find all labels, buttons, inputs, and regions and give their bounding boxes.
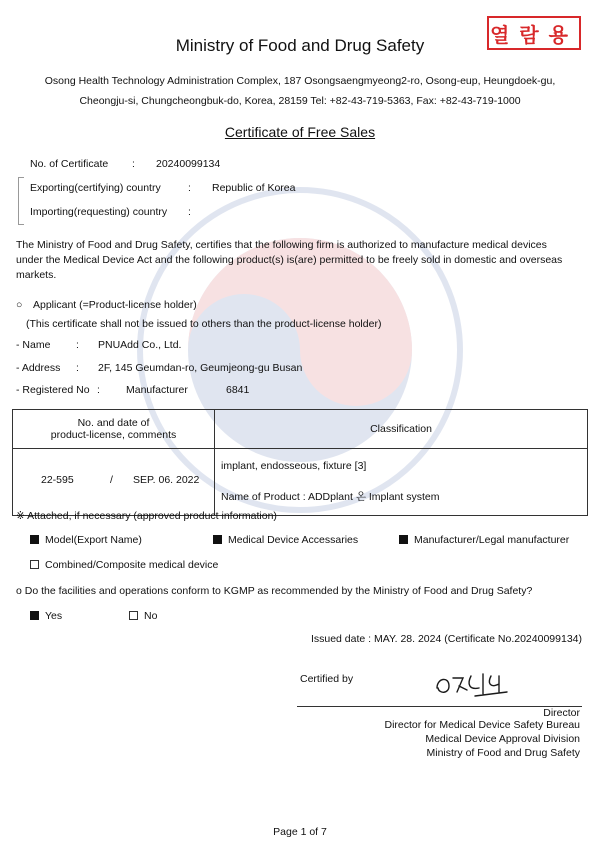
kgmp-yes bbox=[30, 610, 62, 622]
license-date: SEP. 06. 2022 bbox=[133, 474, 200, 486]
checkbox-empty-icon bbox=[30, 560, 39, 569]
checkbox-checked-icon bbox=[213, 535, 222, 544]
classification-header-cell: Classification bbox=[215, 410, 588, 449]
ministry-title: Ministry of Food and Drug Safety bbox=[175, 36, 425, 55]
exporting-country-label: Exporting(certifying) country bbox=[30, 182, 161, 194]
attached-item-label: Manufacturer/Legal manufacturer bbox=[414, 534, 570, 546]
license-slash: / bbox=[110, 474, 113, 486]
handwritten-signature bbox=[433, 666, 513, 700]
license-cell bbox=[13, 449, 215, 516]
attached-item-label: Combined/Composite medical device bbox=[45, 559, 219, 571]
attached-label: ※ Attached, if necessary (approved product information) bbox=[16, 510, 277, 522]
license-classification-table bbox=[12, 409, 588, 516]
certificate-title: Certificate of Free Sales bbox=[224, 124, 376, 140]
page-number: Page 1 of 7 bbox=[273, 826, 327, 838]
registered-no-colon: : bbox=[97, 384, 100, 396]
table-header-row bbox=[13, 410, 588, 449]
applicant-bullet: ○ bbox=[16, 299, 23, 311]
license-no: 22-595 bbox=[41, 474, 74, 486]
address-colon: : bbox=[76, 362, 79, 374]
checkbox-checked-icon bbox=[30, 535, 39, 544]
applicant-label: Applicant (=Product-license holder) bbox=[33, 299, 197, 311]
exporting-country-colon: : bbox=[188, 182, 191, 194]
product-name: Name of Product : ADDplant 온 Implant system bbox=[221, 491, 440, 503]
importing-country-label: Importing(requesting) country bbox=[30, 206, 168, 218]
registered-type: Manufacturer bbox=[126, 384, 188, 396]
license-header-line2: product-license, comments bbox=[50, 429, 177, 441]
name-value: PNUAdd Co., Ltd. bbox=[98, 339, 182, 351]
exporting-country-value: Republic of Korea bbox=[212, 182, 296, 194]
cert-no-label: No. of Certificate bbox=[30, 158, 109, 170]
attached-item-combined bbox=[30, 559, 218, 571]
address-label: - Address bbox=[16, 362, 61, 374]
checkbox-empty-icon bbox=[129, 611, 138, 620]
checkbox-checked-icon bbox=[30, 611, 39, 620]
signature-line bbox=[297, 706, 582, 707]
certification-statement: The Ministry of Food and Drug Safety, certifies that the following firm is authorized to manufacture medical devices under the Medical Device Act and the following product(s) is(are) permitted to be freely sold in domestic and overseas markets. bbox=[16, 239, 563, 281]
kgmp-question: o Do the facilities and operations conform to KGMP as recommended by the Ministry of Food and Drug Safety? bbox=[16, 585, 533, 597]
address-value: 2F, 145 Geumdan-ro, Geumjeong-gu Busan bbox=[98, 362, 303, 374]
address-line-2: Cheongju-si, Chungcheongbuk-do, Korea, 28159 Tel: +82-43-719-5363, Fax: +82-43-719-1000 bbox=[79, 95, 521, 107]
address-line-1: Osong Health Technology Administration Complex, 187 Osongsaengmyeong2-ro, Osong-eup, Heungdoek-gu, bbox=[44, 75, 556, 87]
viewing-copy-stamp: 열람용 bbox=[487, 16, 581, 50]
classification-value: implant, endosseous, fixture [3] bbox=[221, 460, 367, 472]
attached-item-model bbox=[30, 534, 142, 546]
name-label: - Name bbox=[16, 339, 51, 351]
name-colon: : bbox=[76, 339, 79, 351]
attached-item-label: Model(Export Name) bbox=[45, 534, 142, 546]
country-bracket bbox=[18, 177, 24, 225]
checkbox-checked-icon bbox=[399, 535, 408, 544]
table-row bbox=[13, 449, 588, 516]
classification-cell bbox=[215, 449, 588, 516]
importing-country-colon: : bbox=[188, 206, 191, 218]
cert-no-colon: : bbox=[132, 158, 135, 170]
registered-no-label: - Registered No bbox=[16, 384, 90, 396]
applicant-note: (This certificate shall not be issued to others than the product-license holder) bbox=[26, 318, 382, 330]
attached-item-label: Medical Device Accessaries bbox=[228, 534, 359, 546]
license-header-cell bbox=[13, 410, 215, 449]
cert-no-value: 20240099134 bbox=[156, 158, 221, 170]
registered-no-value: 6841 bbox=[226, 384, 250, 396]
kgmp-yes-label: Yes bbox=[45, 610, 63, 622]
kgmp-no bbox=[129, 610, 157, 622]
attached-item-accessaries bbox=[213, 534, 358, 546]
signer-division: Medical Device Approval Division bbox=[425, 733, 580, 745]
issued-date: Issued date : MAY. 28. 2024 (Certificate No.20240099134) bbox=[310, 633, 582, 645]
signer-bureau: Director for Medical Device Safety Bureau bbox=[384, 719, 580, 731]
signer-title: Director bbox=[543, 707, 580, 719]
kgmp-no-label: No bbox=[144, 610, 158, 622]
certified-by: Certified by bbox=[300, 673, 354, 685]
license-header-line1: No. and date of bbox=[77, 417, 150, 429]
signer-ministry: Ministry of Food and Drug Safety bbox=[426, 747, 580, 759]
attached-item-manufacturer bbox=[399, 534, 569, 546]
